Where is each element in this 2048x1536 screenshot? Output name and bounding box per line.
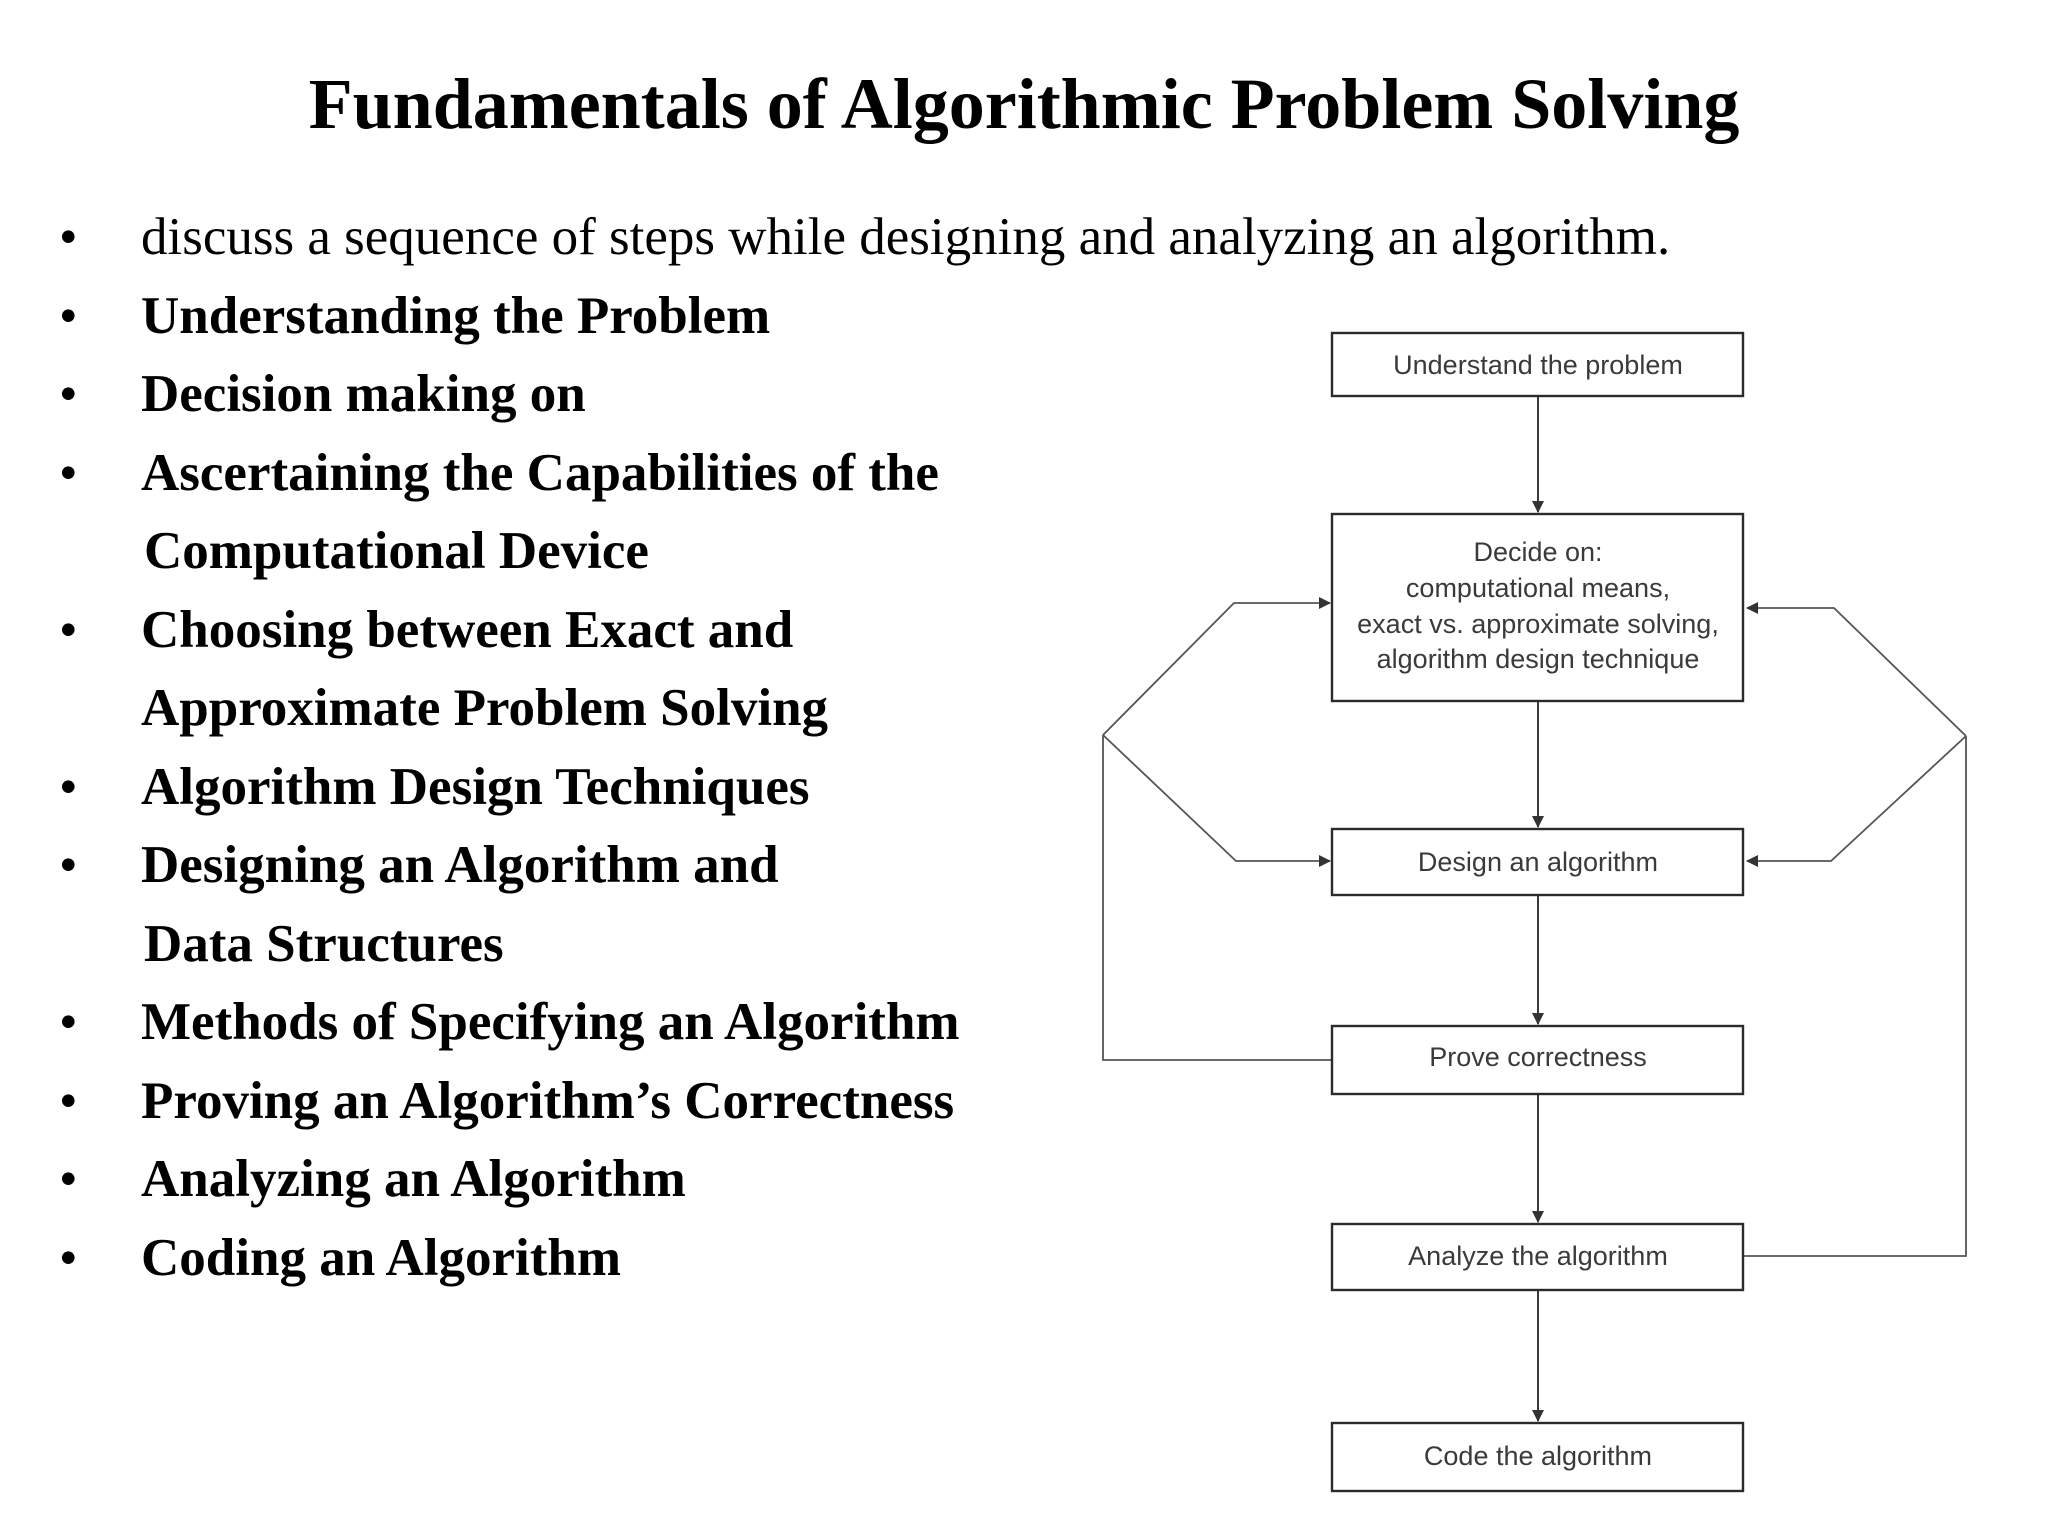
step-prove-correctness xyxy=(1332,1026,1743,1094)
bullet-line: Choosing between Exact and xyxy=(141,600,794,659)
step-label: Analyze the algorithm xyxy=(1408,1241,1668,1271)
bullet-dot: • xyxy=(59,1071,78,1130)
right-loop-line xyxy=(1744,736,1966,1256)
right-loop-to-decide-arrow xyxy=(1747,608,1966,736)
bullet-dot: • xyxy=(59,443,78,502)
left-loop-to-design-arrow xyxy=(1103,735,1330,861)
bullet-line: Algorithm Design Techniques xyxy=(141,757,810,816)
bullet-line: Understanding the Problem xyxy=(141,286,771,345)
step-label: Understand the problem xyxy=(1393,350,1683,380)
bullet-dot: • xyxy=(59,600,78,659)
step-label: Code the algorithm xyxy=(1423,1441,1653,1471)
bullet-item xyxy=(0,198,1670,277)
algorithm-flowchart xyxy=(1090,320,1990,1500)
step-label: algorithm design technique xyxy=(1376,644,1700,674)
bullet-line: Computational Device xyxy=(144,522,649,580)
step-label: Design an algorithm xyxy=(1417,847,1659,877)
bullet-line: Proving an Algorithm’s Correctness xyxy=(141,1071,955,1130)
bullet-line: Approximate Problem Solving xyxy=(141,679,829,737)
right-loop-to-design-arrow xyxy=(1747,736,1966,861)
bullet-line: Ascertaining the Capabilities of the xyxy=(141,443,939,502)
bullet-line: Analyzing an Algorithm xyxy=(141,1150,686,1208)
bullet-dot: • xyxy=(59,993,78,1051)
slide-title: Fundamentals of Algorithmic Problem Solving xyxy=(308,64,1740,144)
bullet-dot: • xyxy=(59,365,78,423)
bullet-dot: • xyxy=(59,1228,78,1287)
step-label: computational means, xyxy=(1405,573,1671,603)
bullet-dot: • xyxy=(59,1150,78,1208)
bullet-text xyxy=(141,198,1670,277)
bullet-dot: • xyxy=(59,757,78,816)
bullet-line: Coding an Algorithm xyxy=(141,1228,622,1287)
bullet-line: Data Structures xyxy=(144,914,504,973)
bullet-dot: • xyxy=(59,208,78,266)
bullet-dot: • xyxy=(59,836,78,894)
left-loop-to-decide-arrow xyxy=(1103,603,1330,735)
step-understand-problem xyxy=(1332,333,1743,396)
step-code-algorithm xyxy=(1332,1423,1743,1491)
step-design-algorithm xyxy=(1332,829,1743,895)
bullet-line: discuss a sequence of steps while designing and analyzing an algorithm. xyxy=(141,208,1671,266)
step-label: Prove correctness xyxy=(1429,1042,1647,1072)
bullet-line: Designing an Algorithm and xyxy=(141,836,779,894)
step-analyze-algorithm xyxy=(1332,1224,1743,1290)
bullet-line: Methods of Specifying an Algorithm xyxy=(141,993,960,1051)
left-loop-line xyxy=(1103,735,1332,1060)
step-label: exact vs. approximate solving, xyxy=(1357,609,1719,639)
step-label: Decide on: xyxy=(1473,537,1603,567)
bullet-line: Decision making on xyxy=(141,365,586,423)
bullet-dot: • xyxy=(59,286,78,345)
step-decide-on xyxy=(1332,514,1743,701)
